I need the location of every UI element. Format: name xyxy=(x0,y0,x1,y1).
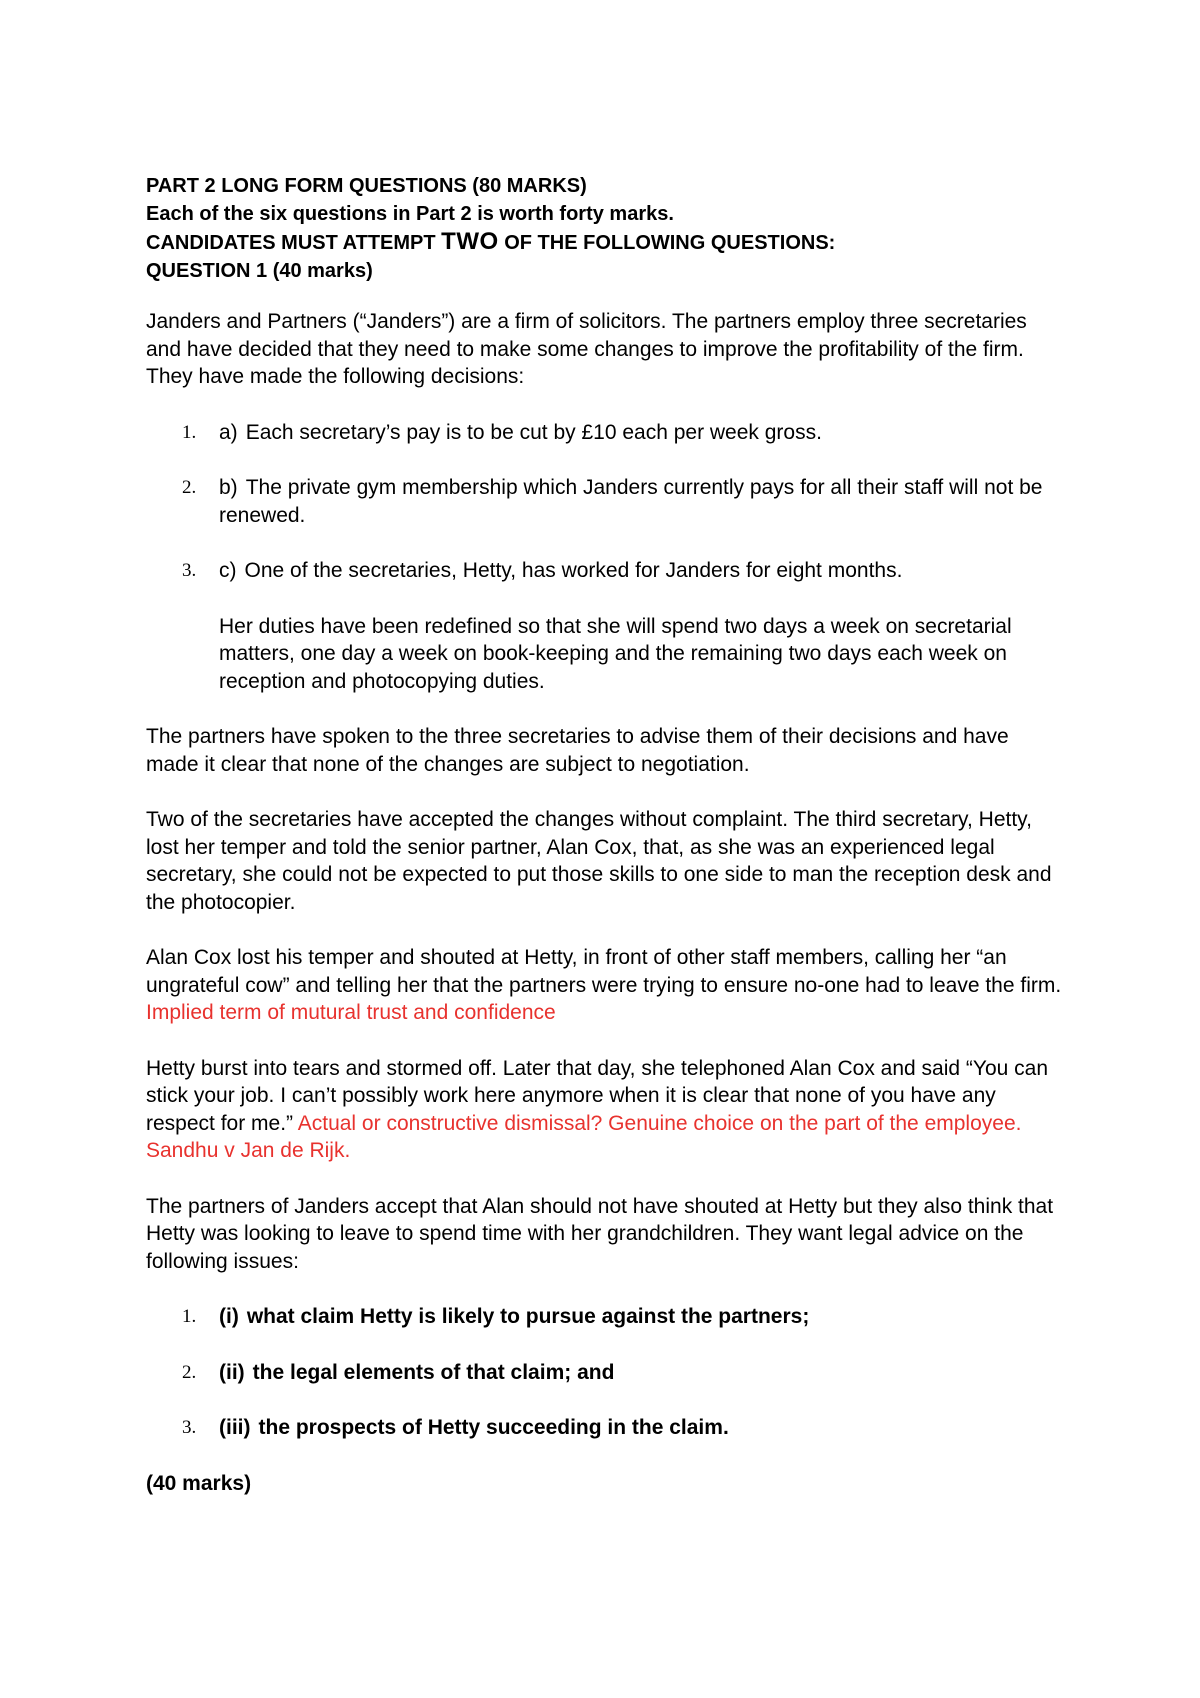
list-number: 1. xyxy=(182,421,197,443)
decision-item xyxy=(146,474,1066,529)
decision-label: b) xyxy=(219,476,238,499)
issue-label: (i) xyxy=(219,1305,239,1328)
list-number: 3. xyxy=(182,1417,197,1438)
decision-label: c) xyxy=(219,559,237,582)
paragraph-spoken: The partners have spoken to the three secretaries to advise them of their decisions and have made it clear that none of the changes are subject to negotiation. xyxy=(146,725,1009,776)
intro-paragraph: Janders and Partners (“Janders”) are a firm of solicitors. The partners employ three secretaries and have decided that they need to make some changes to improve the profitability of the firm. They have made the following decisions: xyxy=(146,310,1027,388)
decision-text: The private gym membership which Janders currently pays for all their staff will not be renewed. xyxy=(219,476,1043,527)
decision-item xyxy=(146,419,1066,447)
decision-item xyxy=(146,557,1066,585)
list-number: 1. xyxy=(182,1306,197,1327)
issue-text: what claim Hetty is likely to pursue against the partners; xyxy=(246,1305,810,1328)
decision-text: One of the secretaries, Hetty, has worked for Janders for eight months. xyxy=(244,559,903,582)
list-number: 2. xyxy=(182,477,197,498)
part-title: PART 2 LONG FORM QUESTIONS (80 MARKS) xyxy=(146,175,587,197)
annotation-dismissal: Actual or constructive dismissal? Genuine choice on the part of the employee. Sandhu v Jan de Rijk. xyxy=(146,1111,1022,1162)
list-number: 2. xyxy=(182,1361,197,1383)
attempt-count: TWO xyxy=(441,228,499,255)
issue-label: (ii) xyxy=(219,1360,245,1384)
decision-label: a) xyxy=(219,420,238,444)
document-page xyxy=(146,172,1066,1497)
annotation-trust: Implied term of mutural trust and confidence xyxy=(146,1001,556,1024)
attempt-instruction-post: OF THE FOLLOWING QUESTIONS: xyxy=(504,232,836,254)
attempt-instruction-pre: CANDIDATES MUST ATTEMPT xyxy=(146,232,436,254)
issue-item xyxy=(146,1414,1066,1442)
exam-header xyxy=(146,172,1066,285)
issue-label: (iii) xyxy=(219,1416,251,1439)
issue-text: the legal elements of that claim; and xyxy=(252,1360,615,1384)
paragraph-shouted xyxy=(146,944,1066,1027)
paragraph-advice: The partners of Janders accept that Alan should not have shouted at Hetty but they also think that Hetty was looking to leave to spend time with her grandchildren. They want legal advice on the following issues: xyxy=(146,1194,1054,1273)
paragraph-accepted: Two of the secretaries have accepted the changes without complaint. The third secretary, Hetty, lost her temper and told the senior partner, Alan Cox, that, as she was an experienced legal secretary, she could not be expected to put those skills to one side to man the reception desk and the photocopier. xyxy=(146,808,1052,914)
issue-item xyxy=(146,1359,1066,1387)
paragraph-shouted-text: Alan Cox lost his temper and shouted at Hetty, in front of other staff members, calling her “an ungrateful cow” and telling her that the partners were trying to ensure no-one had to leave the firm. xyxy=(146,946,1062,997)
list-number: 3. xyxy=(182,560,197,581)
attempt-instruction xyxy=(146,228,1066,257)
question-title: QUESTION 1 (40 marks) xyxy=(146,260,373,282)
total-marks: (40 marks) xyxy=(146,1471,252,1495)
issue-text: the prospects of Hetty succeeding in the claim. xyxy=(258,1416,729,1439)
decision-continued: Her duties have been redefined so that she will spend two days a week on secretarial matters, one day a week on book-keeping and the remaining two days each week on reception and photocopying duties. xyxy=(219,614,1012,693)
paragraph-tears-text: Hetty burst into tears and stormed off. Later that day, she telephoned Alan Cox and said “You can stick your job. I can’t possibly work here anymore when it is clear that none of you have any respect for me.” xyxy=(146,1056,1049,1135)
paragraph-tears xyxy=(146,1055,1066,1165)
marks-note: Each of the six questions in Part 2 is worth forty marks. xyxy=(146,203,674,225)
issue-item xyxy=(146,1303,1066,1331)
decision-text: Each secretary’s pay is to be cut by £10 each per week gross. xyxy=(245,420,822,444)
